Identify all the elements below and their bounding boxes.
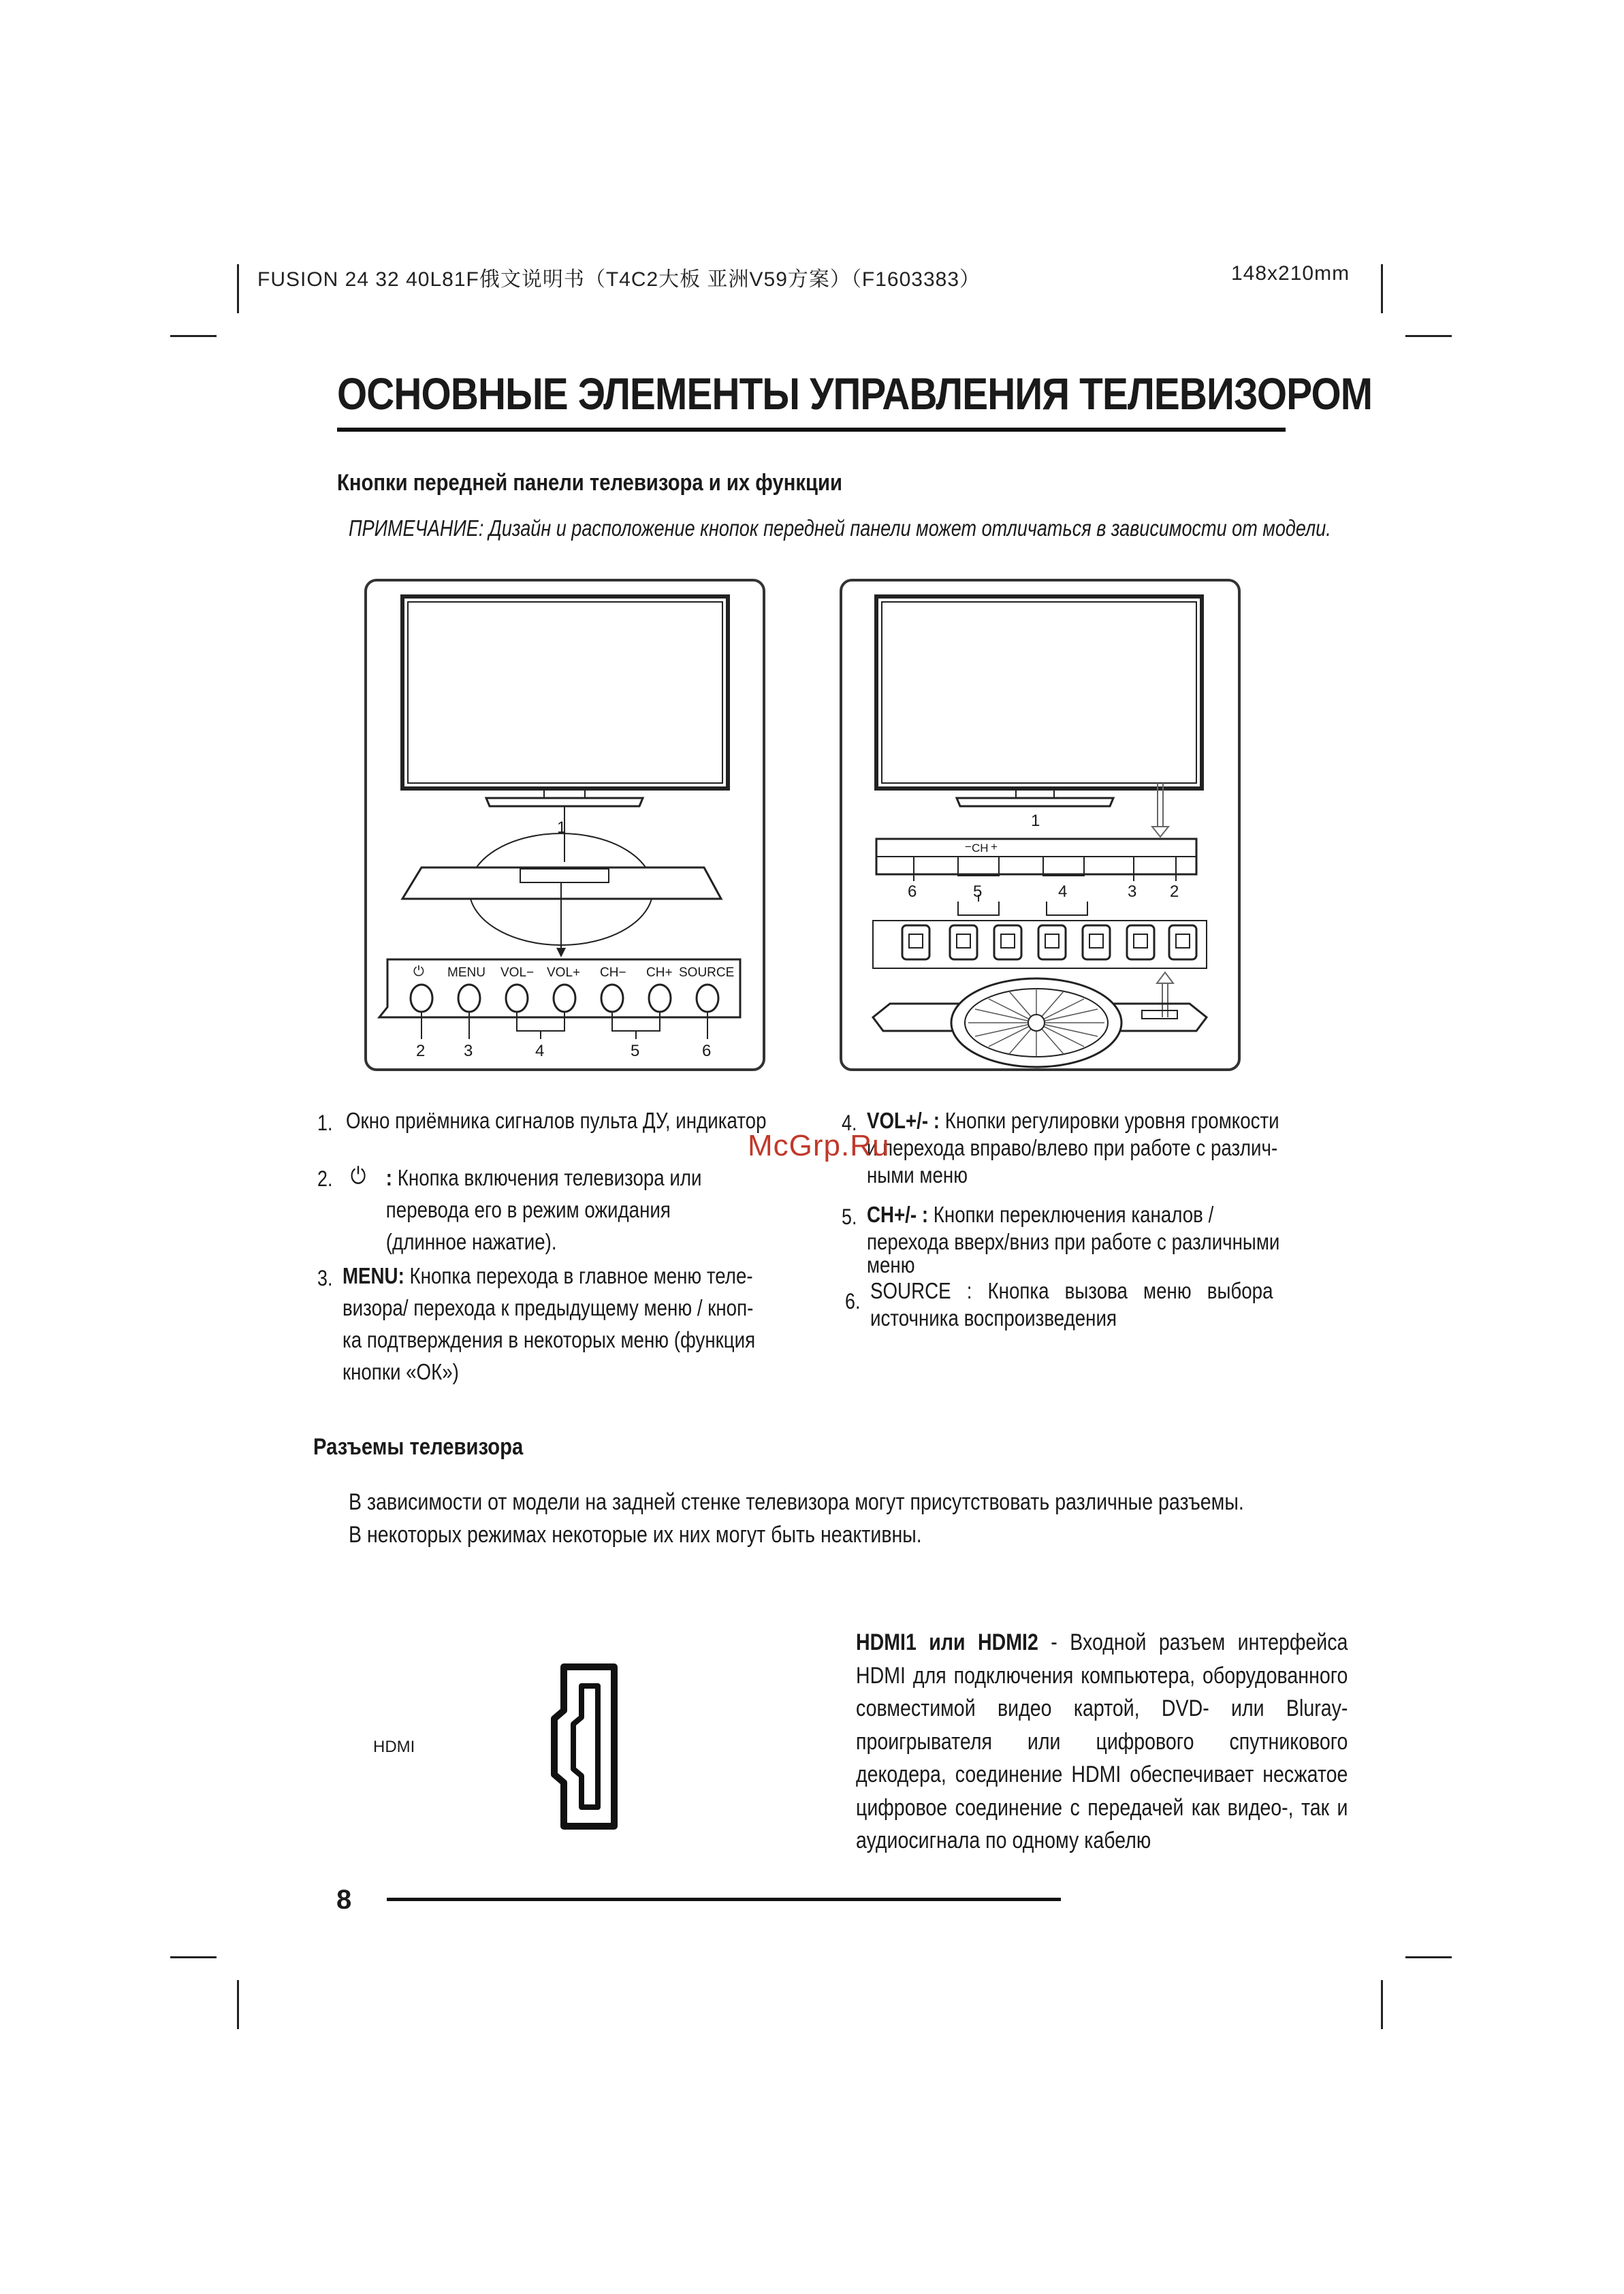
item-1-text: Окно приёмника сигналов пульта ДУ, индикатор	[346, 1108, 767, 1133]
item-2-text	[386, 1162, 702, 1194]
callout-1: 1	[1031, 812, 1040, 830]
watermark: McGrp.Ru	[748, 1129, 890, 1162]
item-3-line-3: ка подтверждения в некоторых меню (функция	[342, 1327, 756, 1352]
items-left	[317, 1104, 767, 1390]
item-3-bold: MENU:	[342, 1263, 404, 1288]
callout-5: 5	[973, 882, 983, 901]
crop-mark	[1381, 264, 1383, 313]
item-5-number: 5.	[842, 1205, 857, 1229]
front-panel-note: ПРИМЕЧАНИЕ: Дизайн и расположение кнопок передней панели может отличаться в зависимости от модели.	[349, 515, 1331, 541]
item-2-line-2: перевода его в режим ожидания	[385, 1197, 671, 1222]
item-5-line-3: меню	[866, 1252, 915, 1277]
item-1-number: 1.	[317, 1111, 333, 1135]
page-title: ОСНОВНЫЕ ЭЛЕМЕНТЫ УПРАВЛЕНИЯ ТЕЛЕВИЗОРОМ	[337, 368, 1373, 419]
strip-plus: +	[991, 840, 998, 853]
item-4-number: 4.	[842, 1111, 857, 1135]
hdmi-description	[856, 1626, 1348, 1858]
item-3-text	[343, 1260, 753, 1292]
connectors-para-1: В зависимости от модели на задней стенке телевизора могут присутствовать различные разъемы.	[349, 1489, 1244, 1515]
callout-2: 2	[416, 1042, 426, 1060]
item-2-line-1: Кнопка включения телевизора или	[397, 1165, 702, 1190]
crop-mark	[237, 264, 239, 313]
btn-label-vol-minus: VOL−	[500, 966, 535, 980]
footer-rule	[387, 1898, 1061, 1901]
front-panel-heading: Кнопки передней панели телевизора и их функции	[337, 470, 842, 496]
btn-label-ch-minus: CH−	[600, 966, 626, 980]
item-6-line-1: SOURCE : Кнопка вызова меню выбора	[870, 1278, 1273, 1303]
callout-4: 4	[535, 1042, 545, 1060]
crop-mark	[1381, 1980, 1383, 2029]
items-right	[842, 1104, 1294, 1336]
item-3-line-1: Кнопка перехода в главное меню теле-	[409, 1263, 753, 1288]
callout-5: 5	[631, 1042, 640, 1060]
item-5-line-2: перехода вверх/вниз при работе с различными	[866, 1229, 1280, 1254]
connectors-para-2: В некоторых режимах некоторые их них могут быть неактивны.	[349, 1522, 922, 1548]
item-5-line-1: Кнопки переключения каналов /	[933, 1202, 1214, 1227]
tv-side-illustration	[842, 582, 1238, 1068]
btn-label-source: SOURCE	[679, 966, 735, 980]
item-2-number: 2.	[317, 1166, 333, 1191]
btn-label-menu: MENU	[447, 966, 485, 980]
item-4-line-3: ными меню	[866, 1162, 968, 1188]
connectors-heading: Разъемы телевизора	[313, 1434, 524, 1460]
callout-3: 3	[1128, 882, 1137, 901]
item-3-number: 3.	[317, 1266, 333, 1290]
callout-1: 1	[557, 818, 567, 837]
hdmi-label: HDMI	[373, 1738, 415, 1756]
item-2-bold: :	[385, 1165, 393, 1190]
diagram-left	[364, 579, 765, 1071]
strip-minus: −	[965, 840, 972, 853]
crop-mark	[1405, 1956, 1452, 1958]
btn-label-vol-plus: VOL+	[547, 966, 581, 980]
doc-id: FUSION 24 32 40L81F俄文说明书（T4C2大板 亚洲V59方案）（F1603383）	[257, 268, 981, 291]
item-2-line-3: (длинное нажатие).	[385, 1229, 557, 1254]
power-icon: ⏻	[350, 1163, 366, 1189]
btn-label-ch-plus: CH+	[646, 966, 673, 980]
power-icon: ⏻	[413, 964, 424, 979]
crop-mark	[170, 335, 217, 337]
callout-6: 6	[702, 1042, 712, 1060]
item-4-line-2: и перехода вправо/влево при работе с различ-	[866, 1135, 1278, 1160]
hdmi-text: - Входной разъем интерфейса HDMI для подключения компьютера, оборудованного совместимой видео картой, DVD- или Bluray-проигрывателя или цифрового спутникового декодера, соединение HDMI обеспечивает несжатое цифровое соединение с передачей как видео-, так и аудиосигнала по одному кабелю	[856, 1629, 1348, 1853]
strip-label-ch: CH	[972, 842, 989, 855]
diagram-right	[840, 579, 1241, 1071]
item-6-line-2: источника воспроизведения	[870, 1305, 1117, 1331]
callout-2: 2	[1170, 882, 1179, 901]
title-rule	[337, 428, 1286, 432]
crop-mark	[1405, 335, 1452, 337]
item-4-bold: VOL+/- :	[866, 1108, 940, 1133]
hdmi-port-icon	[550, 1661, 621, 1832]
crop-mark	[237, 1980, 239, 2029]
hdmi-bold: HDMI1 или HDMI2	[856, 1629, 1038, 1655]
callout-6: 6	[908, 882, 917, 901]
item-4-line-1: Кнопки регулировки уровня громкости	[944, 1108, 1279, 1133]
crop-mark	[170, 1956, 217, 1958]
page-number: 8	[336, 1885, 352, 1915]
callout-4: 4	[1058, 882, 1068, 901]
item-6-number: 6.	[845, 1289, 861, 1313]
item-3-line-4: кнопки «ОК»)	[342, 1359, 459, 1384]
item-5-bold: CH+/- :	[866, 1202, 929, 1227]
callout-3: 3	[464, 1042, 473, 1060]
item-3-line-2: визора/ перехода к предыдущему меню / кноп-	[342, 1295, 754, 1320]
doc-size: 148x210mm	[1231, 262, 1350, 285]
